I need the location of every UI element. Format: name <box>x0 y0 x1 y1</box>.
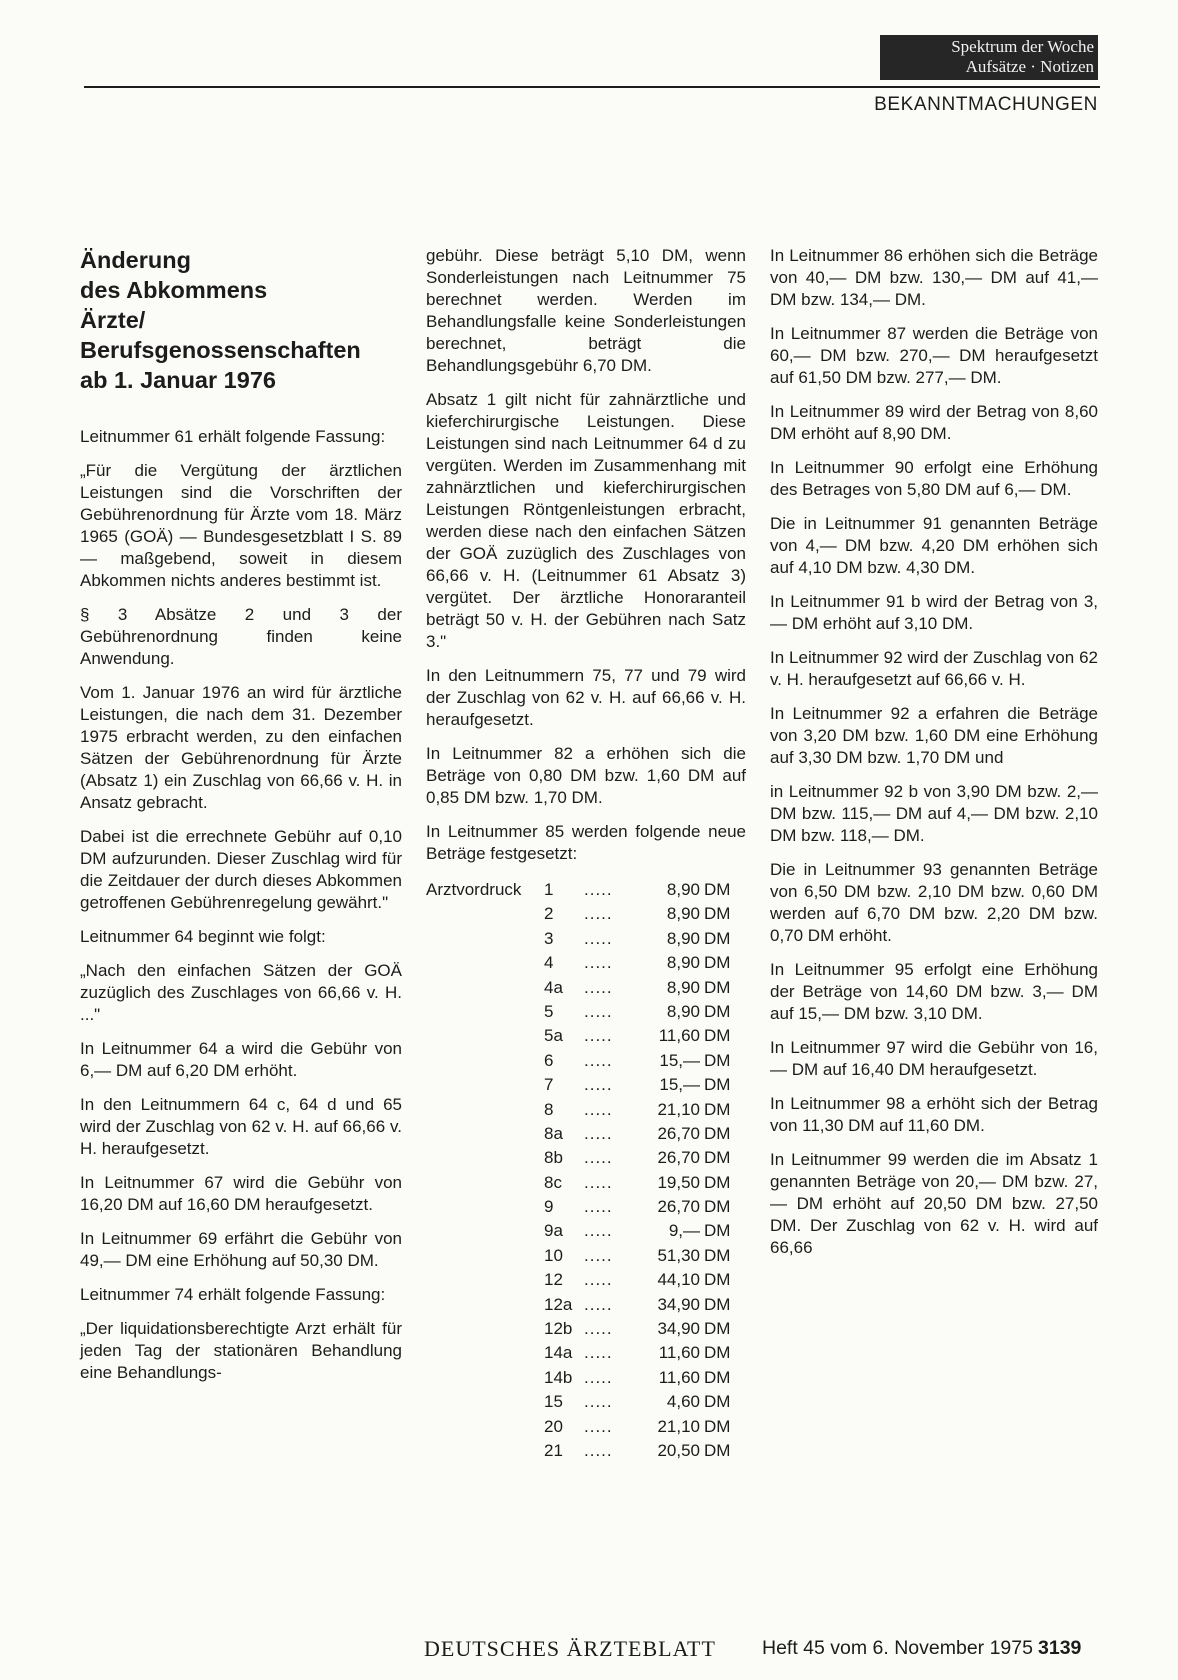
fee-unit: DM <box>704 1050 731 1070</box>
fee-dots: ..... <box>584 1075 613 1095</box>
fee-table-row <box>426 1342 744 1366</box>
fee-unit: DM <box>704 977 731 997</box>
fee-code: 20 <box>544 1416 563 1436</box>
fee-unit: DM <box>704 1001 731 1021</box>
paragraph: Vom 1. Januar 1976 an wird für ärztliche Leistungen, die nach dem 31. Dezember 1975 erbracht werden, zu den einfachen Sätzen der Gebührenordnung für Ärzte (Absatz 1) ein Zuschlag von 66,66 v. H. in Ansatz gebracht. <box>80 683 402 812</box>
fee-table-row <box>426 1147 744 1171</box>
fee-dots: ..... <box>584 1001 613 1021</box>
article-title <box>80 245 400 395</box>
paragraph: In Leitnummer 90 erfolgt eine Erhöhung des Betrages von 5,80 DM auf 6,— DM. <box>770 458 1098 499</box>
paragraph: Die in Leitnummer 91 genannten Beträge von 4,— DM bzw. 4,20 DM erhöhen sich auf 4,10 DM bzw. 4,30 DM. <box>770 514 1098 577</box>
fee-table-row <box>426 1294 744 1318</box>
fee-label <box>426 1220 544 1244</box>
fee-table-row <box>426 1416 744 1440</box>
fee-label <box>426 1196 544 1220</box>
fee-dots: ..... <box>584 1440 613 1460</box>
fee-label <box>426 1147 544 1171</box>
fee-label <box>426 1318 544 1342</box>
paragraph: In Leitnummer 87 werden die Beträge von 60,— DM bzw. 270,— DM heraufgesetzt auf 61,50 DM bzw. 277,— DM. <box>770 324 1098 387</box>
fee-code: 9 <box>544 1197 554 1217</box>
fee-code: 8 <box>544 1099 554 1119</box>
fee-table-row <box>426 1269 744 1293</box>
paragraph: In Leitnummer 64 a wird die Gebühr von 6,— DM auf 6,20 DM erhöht. <box>80 1039 402 1080</box>
fee-table-body <box>426 879 744 1464</box>
fee-unit: DM <box>704 1148 731 1168</box>
fee-code: 8b <box>544 1148 563 1168</box>
fee-dots: ..... <box>584 1392 613 1412</box>
fee-table-row <box>426 1025 744 1049</box>
fee-amount: 8,90 <box>666 880 700 899</box>
fee-code: 8a <box>544 1123 563 1143</box>
fee-dots: ..... <box>584 953 613 973</box>
fee-code: 5 <box>544 1001 554 1021</box>
fee-code: 4a <box>544 977 563 997</box>
fee-unit: DM <box>704 1245 731 1265</box>
paragraph: Leitnummer 74 erhält folgende Fassung: <box>80 1285 386 1304</box>
fee-unit: DM <box>704 1099 731 1119</box>
fee-table-row <box>426 977 744 1001</box>
footer-issue: Heft 45 vom 6. November 1975 <box>762 1637 1033 1659</box>
fee-code: 3 <box>544 928 554 948</box>
fee-table-row <box>426 1245 744 1269</box>
header-box-line2: Aufsätze · Notizen <box>965 57 1094 76</box>
fee-label: Arztvordruck <box>426 880 522 899</box>
fee-label <box>426 1294 544 1318</box>
fee-table-row <box>426 1391 744 1415</box>
fee-code: 15 <box>544 1392 563 1412</box>
fee-label <box>426 1123 544 1147</box>
paragraph: Leitnummer 64 beginnt wie folgt: <box>80 927 326 946</box>
fee-amount: 15,— <box>659 1050 700 1070</box>
paragraph: In den Leitnummern 64 c, 64 d und 65 wird der Zuschlag von 62 v. H. auf 66,66 v. H. heraufgesetzt. <box>80 1095 402 1158</box>
fee-dots: ..... <box>584 1319 613 1339</box>
fee-amount: 26,70 <box>657 1197 700 1217</box>
fee-unit: DM <box>704 1319 731 1339</box>
fee-code: 9a <box>544 1221 563 1241</box>
fee-amount: 19,50 <box>657 1172 700 1192</box>
fee-code: 6 <box>544 1050 554 1070</box>
text-column-2 <box>426 245 746 1464</box>
fee-table-row <box>426 1367 744 1391</box>
fee-table-row <box>426 1440 744 1464</box>
fee-label <box>426 1001 544 1025</box>
fee-unit: DM <box>704 928 731 948</box>
fee-dots: ..... <box>584 1123 613 1143</box>
fee-dots: ..... <box>584 1221 613 1241</box>
paragraph: In Leitnummer 91 b wird der Betrag von 3,— DM erhöht auf 3,10 DM. <box>770 592 1098 633</box>
fee-label <box>426 1367 544 1391</box>
fee-dots: ..... <box>584 880 613 899</box>
fee-amount: 11,60 <box>658 1343 700 1363</box>
fee-unit: DM <box>704 1392 731 1412</box>
fee-amount: 34,90 <box>657 1319 700 1339</box>
paragraph: In Leitnummer 92 wird der Zuschlag von 62 v. H. heraufgesetzt auf 66,66 v. H. <box>770 648 1098 689</box>
paragraph: In Leitnummer 98 a erhöht sich der Betrag von 11,30 DM auf 11,60 DM. <box>770 1094 1098 1135</box>
fee-table-row <box>426 1050 744 1074</box>
fee-label <box>426 977 544 1001</box>
paragraph: Leitnummer 61 erhält folgende Fassung: <box>80 427 386 446</box>
fee-table-row <box>426 879 744 903</box>
fee-dots: ..... <box>584 1245 613 1265</box>
fee-dots: ..... <box>584 1343 613 1363</box>
footer-journal-name: DEUTSCHES ÄRZTEBLATT <box>424 1636 716 1661</box>
fee-dots: ..... <box>584 904 613 924</box>
fee-amount: 11,60 <box>658 1026 700 1046</box>
title-line: Ärzte/ <box>80 307 146 333</box>
fee-table-row <box>426 1074 744 1098</box>
paragraph: Dabei ist die errechnete Gebühr auf 0,10 DM aufzurunden. Dieser Zuschlag wird für die Zeitdauer der durch dieses Abkommen getroffenen Gebührenregelung gewährt." <box>80 827 402 912</box>
fee-amount: 8,90 <box>666 928 700 948</box>
fee-table <box>426 879 744 1464</box>
paragraph: In Leitnummer 86 erhöhen sich die Beträge von 40,— DM bzw. 130,— DM auf 41,— DM bzw. 134,— DM. <box>770 246 1098 309</box>
fee-dots: ..... <box>584 1026 613 1046</box>
fee-label <box>426 1391 544 1415</box>
fee-code: 14b <box>544 1367 573 1387</box>
fee-code: 14a <box>544 1343 573 1363</box>
fee-unit: DM <box>704 1075 731 1095</box>
paragraph: in Leitnummer 92 b von 3,90 DM bzw. 2,— DM bzw. 115,— DM auf 4,— DM bzw. 2,10 DM bzw. 118,— DM. <box>770 782 1098 845</box>
fee-unit: DM <box>704 953 731 973</box>
fee-dots: ..... <box>584 1050 613 1070</box>
paragraph: „Für die Vergütung der ärztlichen Leistungen sind die Vorschriften der Gebührenordnung für Ärzte vom 18. März 1965 (GOÄ) — Bundesgesetzblatt I S. 89 — maßgebend, soweit in diesem Abkommen nichts anderes bestimmt ist. <box>80 461 402 590</box>
fee-label <box>426 903 544 927</box>
fee-code: 8c <box>544 1172 562 1192</box>
fee-table-row <box>426 1220 744 1244</box>
fee-label <box>426 1416 544 1440</box>
fee-dots: ..... <box>584 1197 613 1217</box>
fee-label <box>426 1245 544 1269</box>
section-header-box <box>880 35 1098 80</box>
fee-label <box>426 1172 544 1196</box>
fee-amount: 34,90 <box>657 1294 700 1314</box>
paragraph: In Leitnummer 97 wird die Gebühr von 16,— DM auf 16,40 DM heraufgesetzt. <box>770 1038 1098 1079</box>
fee-amount: 4,60 <box>666 1392 700 1412</box>
fee-label <box>426 928 544 952</box>
title-line: ab 1. Januar 1976 <box>80 367 276 393</box>
text-column-1 <box>80 426 402 1396</box>
paragraph: „Der liquidationsberechtigte Arzt erhält für jeden Tag der stationären Behandlung eine Behandlungs- <box>80 1319 402 1382</box>
fee-dots: ..... <box>584 928 613 948</box>
paragraph: In Leitnummer 95 erfolgt eine Erhöhung der Beträge von 14,60 DM bzw. 3,— DM auf 15,— DM bzw. 3,10 DM. <box>770 960 1098 1023</box>
fee-table-row <box>426 1001 744 1025</box>
fee-unit: DM <box>704 880 731 899</box>
title-line: des Abkommens <box>80 277 268 303</box>
paragraph: In Leitnummer 85 werden folgende neue Beträge festgesetzt: <box>426 822 746 863</box>
fee-amount: 21,10 <box>657 1416 700 1436</box>
fee-label <box>426 1440 544 1464</box>
fee-label <box>426 1025 544 1049</box>
fee-code: 1 <box>544 880 554 899</box>
paragraph: In Leitnummer 67 wird die Gebühr von 16,20 DM auf 16,60 DM heraufgesetzt. <box>80 1173 402 1214</box>
fee-amount: 8,90 <box>666 953 700 973</box>
paragraph: In Leitnummer 82 a erhöhen sich die Beträge von 0,80 DM bzw. 1,60 DM auf 0,85 DM bzw. 1,70 DM. <box>426 744 746 807</box>
title-line: Berufsgenossenschaften <box>80 337 361 363</box>
fee-dots: ..... <box>584 1270 613 1290</box>
fee-unit: DM <box>704 1197 731 1217</box>
fee-code: 12 <box>544 1270 563 1290</box>
fee-label <box>426 1269 544 1293</box>
fee-amount: 26,70 <box>657 1123 700 1143</box>
fee-unit: DM <box>704 1172 731 1192</box>
fee-unit: DM <box>704 1123 731 1143</box>
fee-amount: 11,60 <box>658 1367 700 1387</box>
fee-amount: 15,— <box>659 1075 700 1095</box>
fee-unit: DM <box>704 1294 731 1314</box>
fee-unit: DM <box>704 1221 731 1241</box>
fee-table-row <box>426 1172 744 1196</box>
fee-code: 10 <box>544 1245 563 1265</box>
fee-table-row <box>426 1099 744 1123</box>
title-line: Änderung <box>80 247 191 273</box>
paragraph: „Nach den einfachen Sätzen der GOÄ zuzüglich des Zuschlages von 66,66 v. H. ..." <box>80 961 402 1024</box>
fee-amount: 8,90 <box>666 977 700 997</box>
paragraph: § 3 Absätze 2 und 3 der Gebührenordnung finden keine Anwendung. <box>80 605 402 668</box>
fee-dots: ..... <box>584 1367 613 1387</box>
fee-label <box>426 1342 544 1366</box>
fee-code: 4 <box>544 953 554 973</box>
fee-dots: ..... <box>584 1148 613 1168</box>
fee-amount: 9,— <box>668 1221 700 1241</box>
fee-label <box>426 1074 544 1098</box>
fee-unit: DM <box>704 904 731 924</box>
header-box-line1: Spektrum der Woche <box>951 37 1094 56</box>
section-label: BEKANNTMACHUNGEN <box>874 94 1098 115</box>
paragraph: In Leitnummer 99 werden die im Absatz 1 genannten Beträge von 20,— DM bzw. 27,— DM erhöht auf 20,50 DM bzw. 27,50 DM. Der Zuschlag von 62 v. H. wird auf 66,66 <box>770 1150 1098 1257</box>
fee-label <box>426 1099 544 1123</box>
fee-code: 5a <box>544 1026 563 1046</box>
text-column-3 <box>770 245 1098 1271</box>
fee-dots: ..... <box>584 1294 613 1314</box>
fee-table-row <box>426 952 744 976</box>
fee-table-row <box>426 903 744 927</box>
fee-amount: 8,90 <box>666 1001 700 1021</box>
fee-dots: ..... <box>584 1416 613 1436</box>
fee-amount: 44,10 <box>657 1270 700 1290</box>
fee-amount: 21,10 <box>657 1099 700 1119</box>
fee-unit: DM <box>704 1367 731 1387</box>
fee-dots: ..... <box>584 1099 613 1119</box>
fee-table-row <box>426 1123 744 1147</box>
fee-label <box>426 952 544 976</box>
fee-unit: DM <box>704 1416 731 1436</box>
fee-code: 12a <box>544 1294 573 1314</box>
paragraph: In Leitnummer 92 a erfahren die Beträge von 3,20 DM bzw. 1,60 DM eine Erhöhung auf 3,30 DM bzw. 1,70 DM und <box>770 704 1098 767</box>
fee-code: 2 <box>544 904 554 924</box>
fee-code: 12b <box>544 1319 573 1339</box>
paragraph: In den Leitnummern 75, 77 und 79 wird der Zuschlag von 62 v. H. auf 66,66 v. H. heraufgesetzt. <box>426 666 746 729</box>
paragraph: Die in Leitnummer 93 genannten Beträge von 6,50 DM bzw. 2,10 DM bzw. 0,60 DM werden auf 6,70 DM bzw. 2,20 DM bzw. 0,70 DM erhöht. <box>770 860 1098 945</box>
fee-amount: 8,90 <box>666 904 700 924</box>
paragraph: In Leitnummer 69 erfährt die Gebühr von 49,— DM eine Erhöhung auf 50,30 DM. <box>80 1229 402 1270</box>
fee-amount: 20,50 <box>657 1440 700 1460</box>
paragraph: gebühr. Diese beträgt 5,10 DM, wenn Sonderleistungen nach Leitnummer 75 berechnet werden. Werden im Behandlungsfalle keine Sonderleistungen berechnet, beträgt die Behandlungsgebühr 6,70 DM. <box>426 246 746 375</box>
fee-amount: 26,70 <box>657 1148 700 1168</box>
fee-table-row <box>426 928 744 952</box>
fee-table-row <box>426 1196 744 1220</box>
fee-code: 21 <box>544 1440 563 1460</box>
fee-unit: DM <box>704 1440 731 1460</box>
fee-label <box>426 1050 544 1074</box>
fee-amount: 51,30 <box>657 1245 700 1265</box>
header-rule <box>84 86 1100 88</box>
paragraph: In Leitnummer 89 wird der Betrag von 8,60 DM erhöht auf 8,90 DM. <box>770 402 1098 443</box>
fee-unit: DM <box>704 1270 731 1290</box>
fee-unit: DM <box>704 1026 731 1046</box>
fee-table-row <box>426 1318 744 1342</box>
page-number: 3139 <box>1038 1637 1082 1659</box>
fee-dots: ..... <box>584 977 613 997</box>
fee-unit: DM <box>704 1343 731 1363</box>
paragraph: Absatz 1 gilt nicht für zahnärztliche und kieferchirurgische Leistungen. Diese Leistungen sind nach Leitnummer 64 d zu vergüten. Werden im Zusammenhang mit zahnärztlichen und kieferchirurgischen Leistungen Röntgenleistungen erbracht, werden diese nach den einfachen Sätzen der GOÄ zuzüglich des Zuschlages von 66,66 v. H. (Leitnummer 61 Absatz 3) vergütet. Der ärztliche Honoraranteil beträgt 50 v. H. der Gebühren nach Satz 3." <box>426 390 746 651</box>
fee-code: 7 <box>544 1075 554 1095</box>
fee-dots: ..... <box>584 1172 613 1192</box>
